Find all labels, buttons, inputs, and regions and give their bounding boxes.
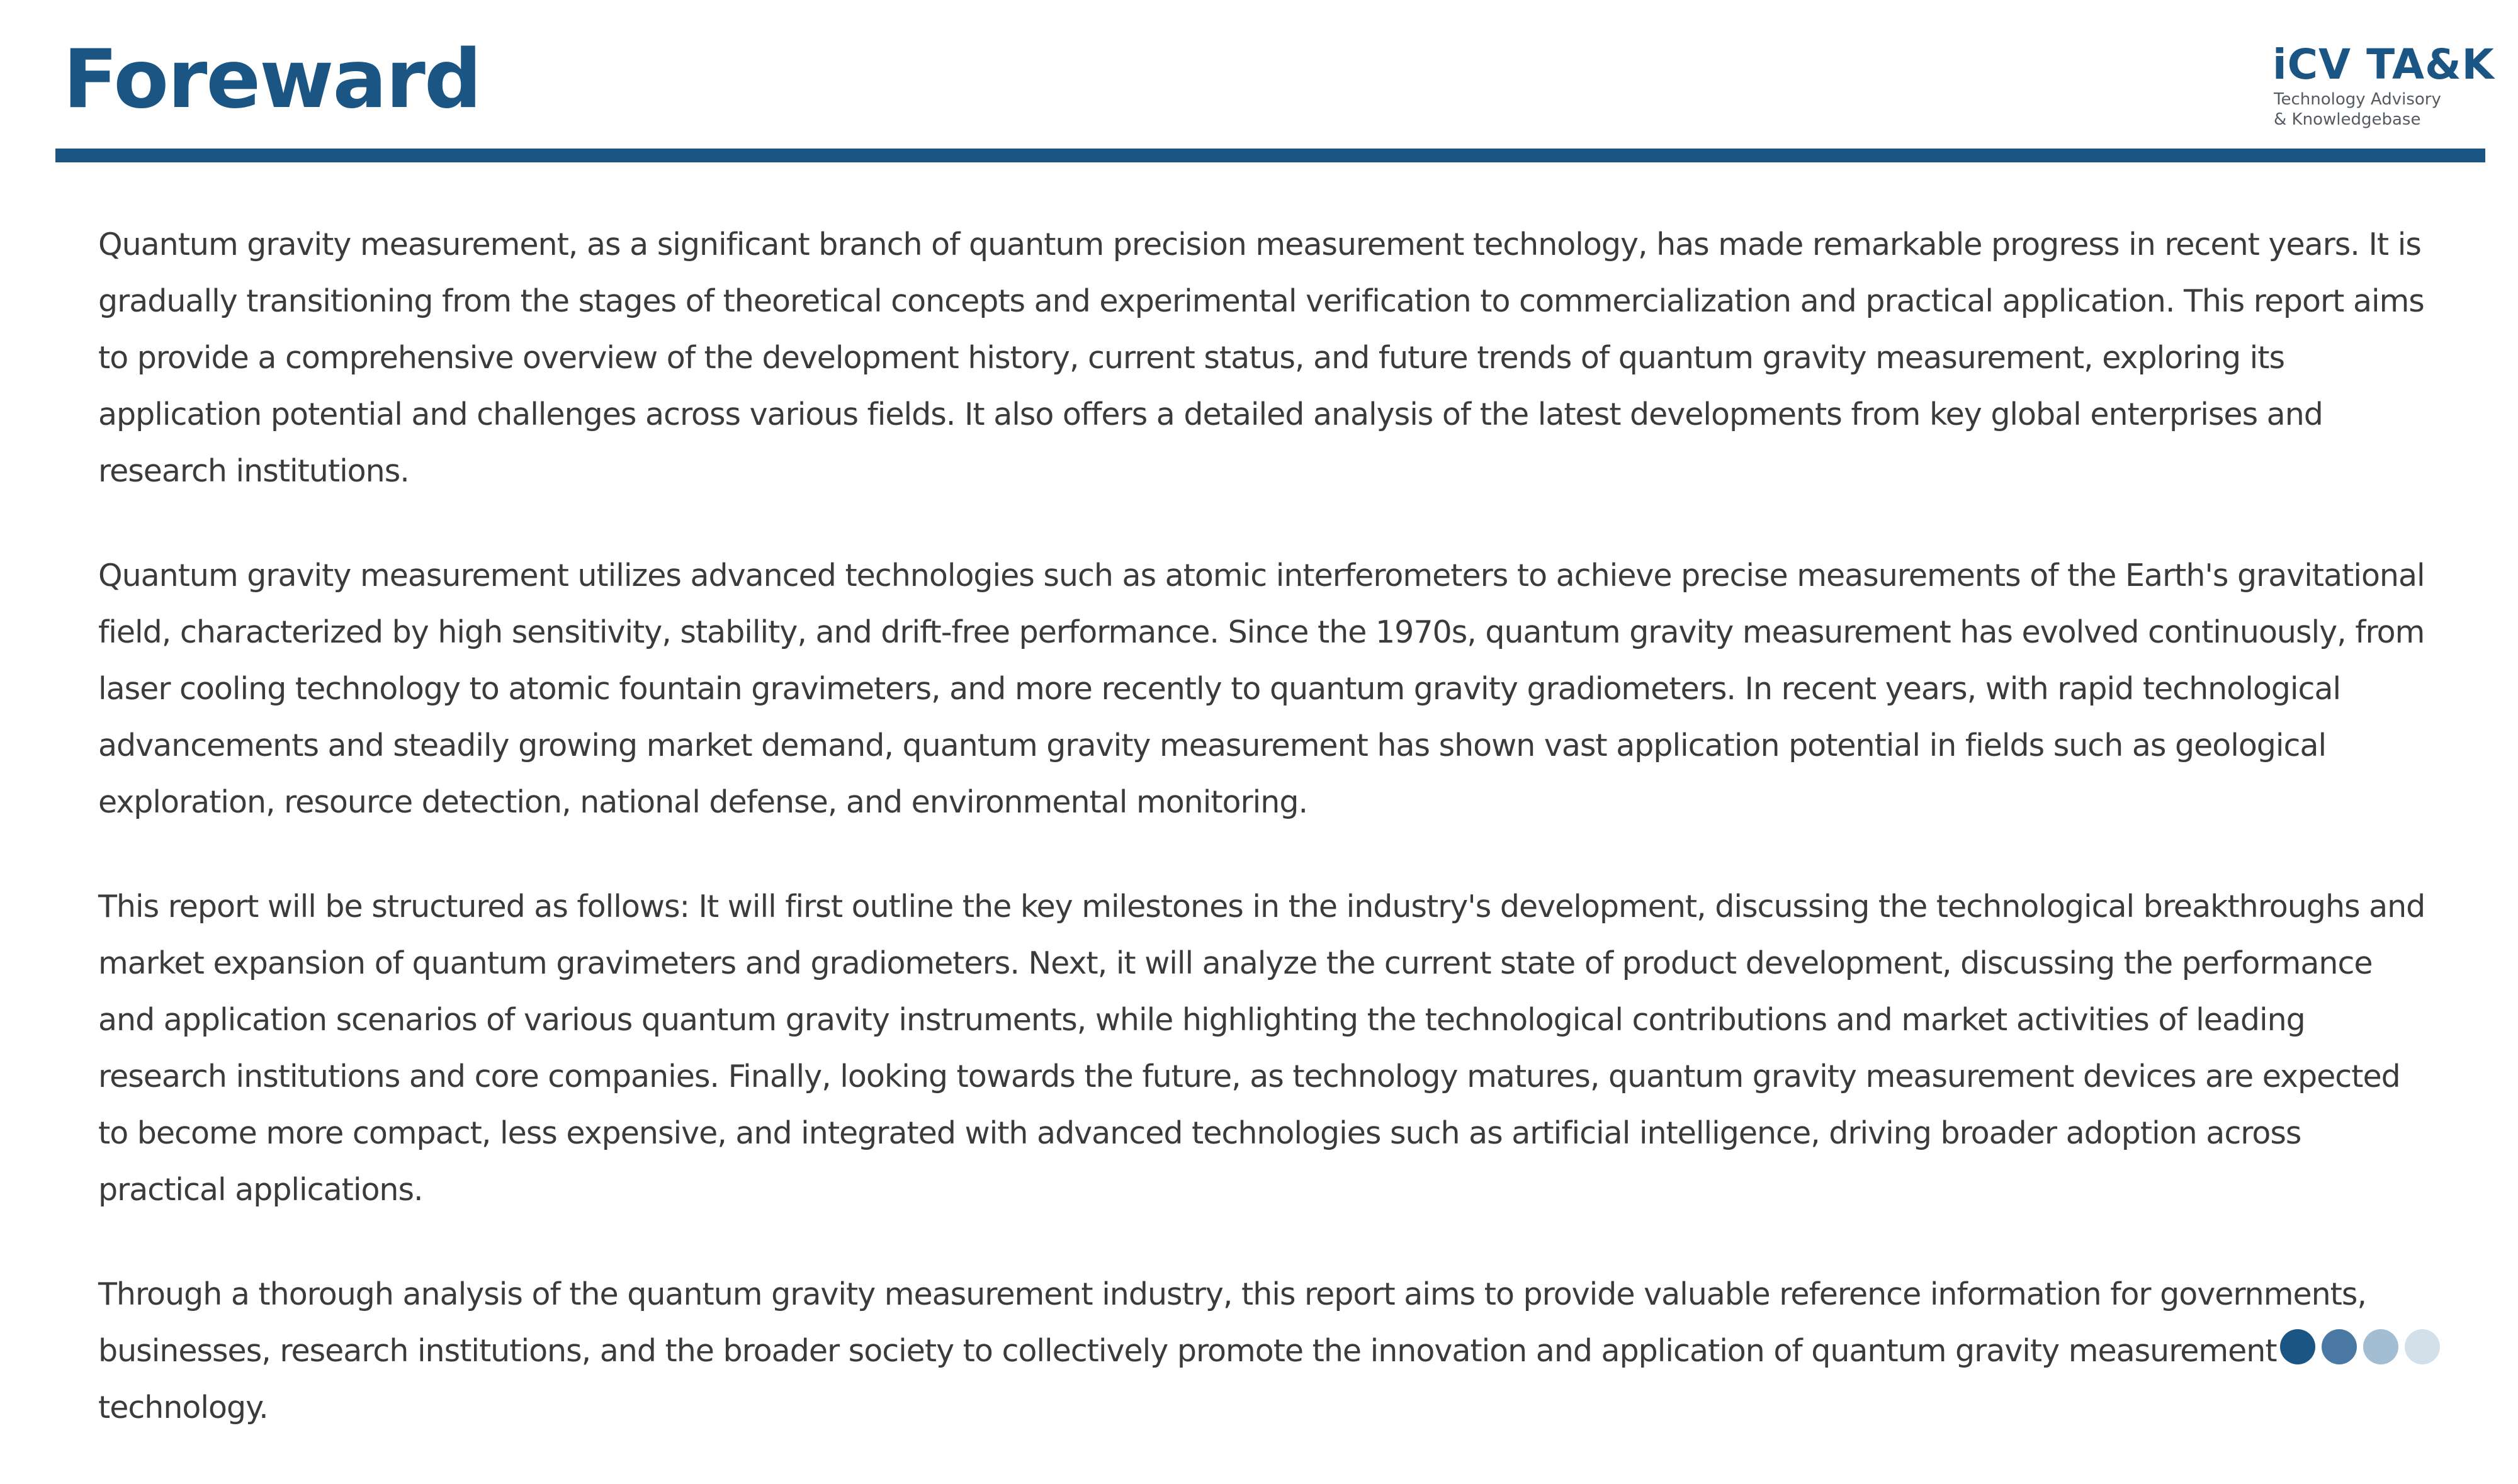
dot-2 <box>2322 1329 2357 1364</box>
dot-4 <box>2405 1329 2440 1364</box>
paragraph-4: Through a thorough analysis of the quantum gravity measurement industry, this report aims to provide valuable reference information for governments, businesses, research institutions, and the broader society to collectively promote the innovation and application of quantum gravity measurement technology. <box>98 1276 2366 1425</box>
foreword-body <box>98 216 2427 1484</box>
paragraph-3: This report will be structured as follows: It will first outline the key milestones in the industry's development, discussing the technological breakthroughs and market expansion of quantum gravimeters and gradiometers. Next, it will analyze the current state of product development, discussing the performance and application scenarios of various quantum gravity instruments, while highlighting the technological contributions and market activities of leading research institutions and core companies. Finally, looking towards the future, as technology matures, quantum gravity measurement devices are expected to become more compact, less expensive, and integrated with advanced technologies such as artificial intelligence, driving broader adoption across practical applications. <box>98 889 2425 1208</box>
decorative-dots <box>2280 1329 2440 1364</box>
page-title: Foreward <box>63 33 481 126</box>
paragraph-2: Quantum gravity measurement utilizes advanced technologies such as atomic interferometers to achieve precise measurements of the Earth's gravitational field, characterized by high sensitivity, stability, and drift-free performance. Since the 1970s, quantum gravity measurement has evolved continuously, from laser cooling technology to atomic fountain gravimeters, and more recently to quantum gravity gradiometers. In recent years, with rapid technological advancements and steadily growing market demand, quantum gravity measurement has shown vast application potential in fields such as geological exploration, resource detection, national defense, and environmental monitoring. <box>98 558 2425 820</box>
logo-wordmark: iCV TA&K <box>2272 40 2495 89</box>
dot-1 <box>2280 1329 2315 1364</box>
logo-subtitle <box>2274 89 2441 130</box>
paragraph-1: Quantum gravity measurement, as a significant branch of quantum precision measurement technology, has made remarkable progress in recent years. It is gradually transitioning from the stages of theoretical concepts and experimental verification to commercialization and practical application. This report aims to provide a comprehensive overview of the development history, current status, and future trends of quantum gravity measurement, exploring its application potential and challenges across various fields. It also offers a detailed analysis of the latest developments from key global enterprises and research institutions. <box>98 227 2424 489</box>
logo-subtitle-line-2: & Knowledgebase <box>2274 110 2421 129</box>
dot-3 <box>2363 1329 2398 1364</box>
company-logo <box>2272 40 2495 136</box>
header-divider <box>55 149 2485 162</box>
logo-subtitle-line-1: Technology Advisory <box>2274 90 2441 109</box>
